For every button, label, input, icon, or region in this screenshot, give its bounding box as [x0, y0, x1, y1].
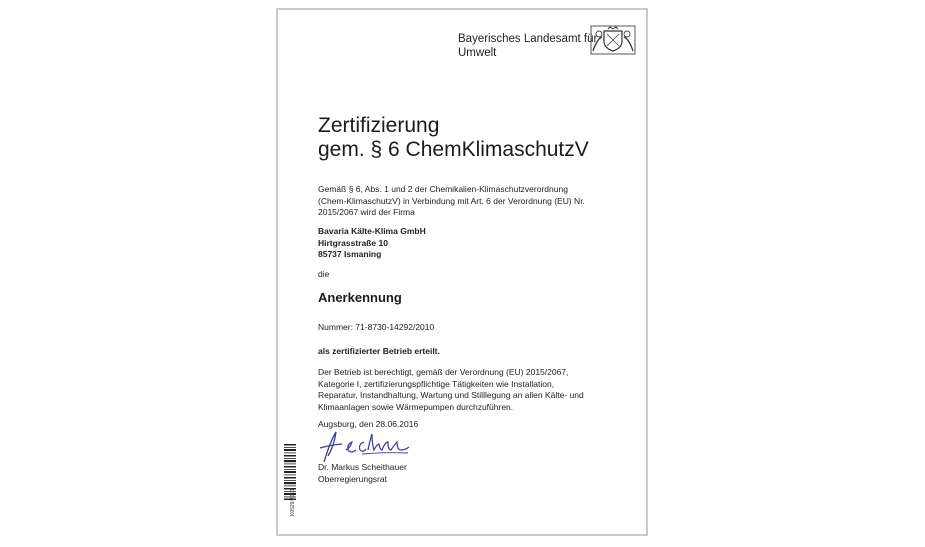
article-die: die — [318, 269, 330, 279]
barcode-label: K0529/2016 — [290, 489, 296, 516]
agency-name — [458, 32, 597, 60]
bavarian-coat-of-arms-icon — [590, 25, 636, 55]
handwritten-signature — [316, 426, 416, 466]
company-city: 85737 Ismaning — [318, 249, 382, 259]
agency-name-line2: Umwelt — [458, 47, 497, 59]
signer-name: Dr. Markus Scheithauer — [318, 462, 407, 472]
issued-statement: als zertifizierter Betrieb erteilt. — [318, 346, 440, 356]
signer-block — [318, 462, 407, 485]
authorization-paragraph: Der Betrieb ist berechtigt, gemäß der Verordnung (EU) 2015/2067, Kategorie I, zertifizierungspflichtige Tätigkeiten wie Installation, Reparatur, Instandhaltung, Wartung und Stilllegung an allen Kälte- und Klimaanlagen sowie Wärmepumpen durchzuführen. — [318, 367, 584, 412]
certificate-document — [276, 8, 648, 536]
company-street: Hirtgrasstraße 10 — [318, 237, 388, 248]
company-name: Bavaria Kälte-Klima GmbH — [318, 226, 426, 236]
certificate-number: Nummer: 71-8730-14292/2010 — [318, 322, 435, 332]
signer-role: Oberregierungsrat — [318, 473, 387, 484]
place-date: Augsburg, den 28.06.2016 — [318, 419, 419, 429]
recognition-heading: Anerkennung — [318, 290, 402, 305]
certificate-title-line2: gem. § 6 ChemKlimaschutzV — [318, 138, 589, 161]
company-address — [318, 226, 426, 261]
agency-name-line1: Bayerisches Landesamt für — [458, 33, 598, 45]
intro-paragraph: Gemäß § 6, Abs. 1 und 2 der Chemikalien-Klimaschutzverordnung (Chem-KlimaschutzV) in Verbindung mit Art. 6 der Verordnung (EU) Nr. 2015/2067 wird der Firma — [318, 184, 585, 217]
certificate-title-line1: Zertifizierung — [318, 114, 440, 137]
